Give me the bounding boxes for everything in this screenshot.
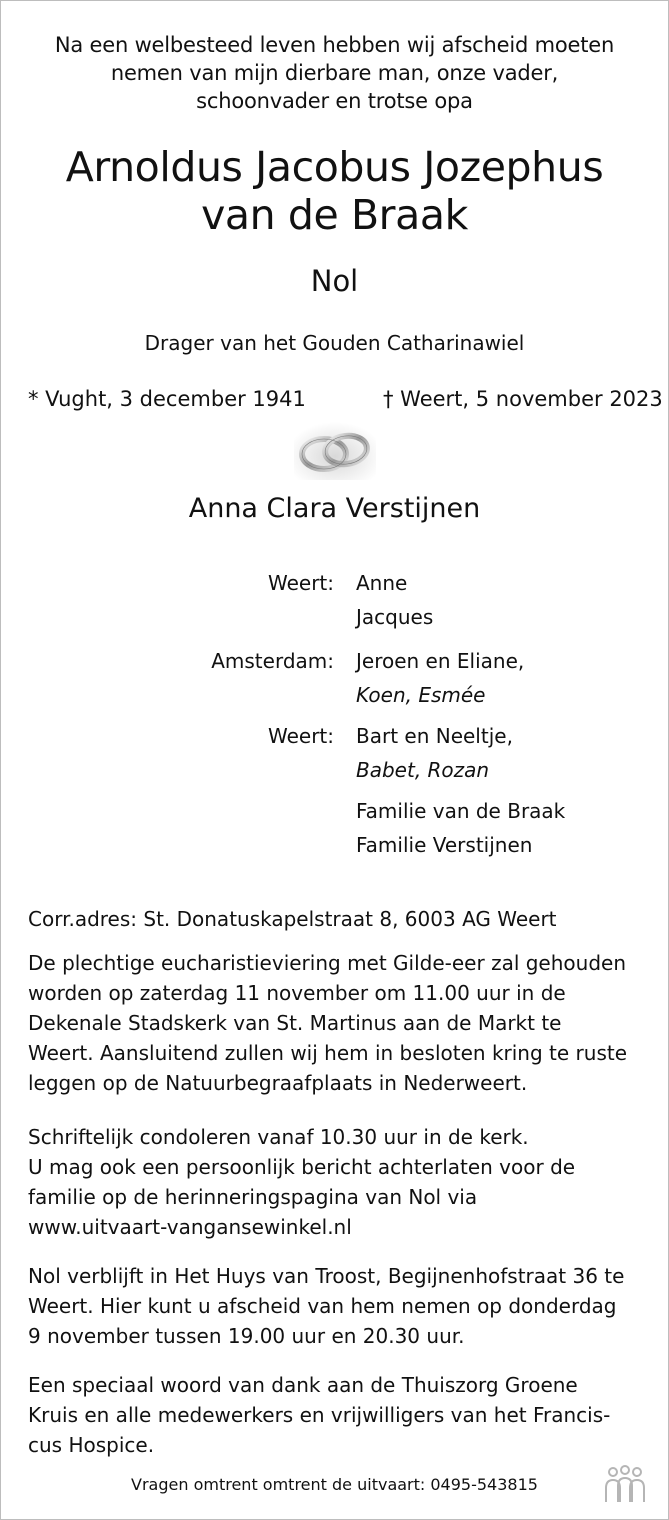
birth-date: * Vught, 3 december 1941 <box>28 387 306 411</box>
paragraph-line: Weert. Aansluitend zullen wij hem in besloten kring te ruste <box>28 1041 628 1065</box>
family-place: Weert: <box>267 724 334 748</box>
correspondence-address <box>28 904 648 934</box>
paragraph-line: Een speciaal woord van dank aan de Thuiszorg Groene <box>28 1373 578 1397</box>
condolence-paragraph <box>28 1122 648 1242</box>
address-line: Corr.adres: St. Donatuskapelstraat 8, 6003 AG Weert <box>28 907 557 931</box>
paragraph-line: familie op de herinneringspagina van Nol via <box>28 1185 478 1209</box>
nickname: Nol <box>310 264 359 298</box>
family-name: Bart en Neeltje, <box>356 724 513 748</box>
paragraph-line: cus Hospice. <box>28 1433 155 1457</box>
intro-line: nemen van mijn dierbare man, onze vader, <box>110 61 559 85</box>
name-line: Arnoldus Jacobus Jozephus <box>65 143 604 191</box>
paragraph-line: Weert. Hier kunt u afscheid van hem nemen op donderdag <box>28 1294 617 1318</box>
name-line: van de Braak <box>201 191 468 239</box>
spouse-name: Anna Clara Verstijnen <box>188 493 481 524</box>
family-place: Amsterdam: <box>211 649 334 673</box>
paragraph-line: Nol verblijft in Het Huys van Troost, Begijnenhofstraat 36 te <box>28 1264 625 1288</box>
viewing-paragraph <box>28 1261 648 1351</box>
deceased-name <box>1 143 668 239</box>
family-name: Jacques <box>356 605 434 629</box>
family-place: Weert: <box>267 571 334 595</box>
paragraph-line: worden op zaterdag 11 november om 11.00 uur in de <box>28 981 566 1005</box>
family-names <box>356 796 565 864</box>
paragraph-line: De plechtige eucharistieviering met Gilde-eer zal gehouden <box>28 951 626 975</box>
paragraph-line: Schriftelijk condoleren vanaf 10.30 uur in de kerk. <box>28 1125 529 1149</box>
intro-line: schoonvader en trotse opa <box>196 89 473 113</box>
ceremony-paragraph <box>28 948 648 1098</box>
family-names <box>356 721 513 789</box>
family-name: Familie Verstijnen <box>356 833 533 857</box>
paragraph-line: U mag ook een persoonlijk bericht achterlaten voor de <box>28 1155 576 1179</box>
family-name: Familie van de Braak <box>356 799 566 823</box>
family-name: Anne <box>356 571 408 595</box>
paragraph-line: Kruis en alle medewerkers en vrijwilligers van het Francis- <box>28 1403 611 1427</box>
condolence-website: www.uitvaart-vangansewinkel.nl <box>28 1215 352 1239</box>
paragraph-line: 9 november tussen 19.00 uur en 20.30 uur. <box>28 1324 465 1348</box>
family-name: Jeroen en Eliane, <box>356 649 525 673</box>
wedding-rings-icon <box>294 422 376 480</box>
intro-text <box>1 31 668 115</box>
paragraph-line: leggen op de Natuurbegraafplaats in Nederweert. <box>28 1071 528 1095</box>
grandchildren-names: Koen, Esmée <box>356 683 486 707</box>
funeral-contact: Vragen omtrent omtrent de uitvaart: 0495-543815 <box>131 1475 538 1494</box>
intro-line: Na een welbesteed leven hebben wij afscheid moeten <box>54 33 615 57</box>
family-names <box>356 646 524 714</box>
honor-line: Drager van het Gouden Catharinawiel <box>144 331 525 355</box>
family-people-icon <box>602 1464 648 1504</box>
paragraph-line: Dekenale Stadskerk van St. Martinus aan de Markt te <box>28 1011 562 1035</box>
death-date: † Weert, 5 november 2023 <box>383 387 663 411</box>
family-names <box>356 568 433 636</box>
thanks-paragraph <box>28 1370 648 1460</box>
grandchildren-names: Babet, Rozan <box>356 758 490 782</box>
